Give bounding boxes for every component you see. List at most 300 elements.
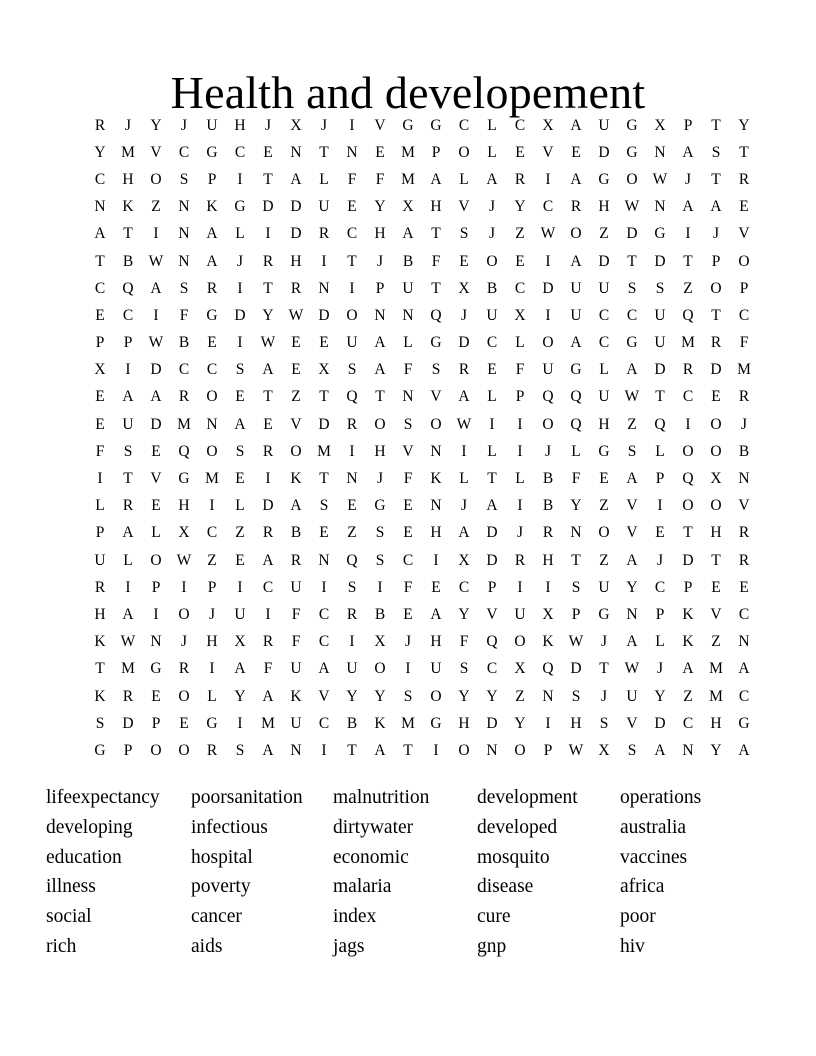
puzzle-grid-cell[interactable]: O (374, 660, 386, 678)
puzzle-grid-cell[interactable]: L (655, 442, 665, 460)
puzzle-grid-cell[interactable]: A (710, 198, 722, 216)
puzzle-grid-cell[interactable]: T (95, 660, 105, 678)
puzzle-grid-cell[interactable]: W (148, 252, 164, 270)
puzzle-grid-cell[interactable]: O (150, 551, 162, 569)
puzzle-grid-cell[interactable]: D (654, 252, 666, 270)
puzzle-grid-cell[interactable]: K (374, 714, 386, 732)
puzzle-grid-cell[interactable]: I (237, 578, 243, 596)
puzzle-grid-cell[interactable]: G (430, 116, 442, 134)
puzzle-grid-cell[interactable]: W (120, 633, 136, 651)
puzzle-grid-cell[interactable]: C (318, 633, 330, 651)
puzzle-grid-cell[interactable]: P (487, 578, 497, 596)
puzzle-grid-cell[interactable]: J (460, 306, 468, 324)
puzzle-grid-cell[interactable]: L (487, 143, 497, 161)
puzzle-grid-cell[interactable]: D (626, 225, 638, 243)
puzzle-grid-cell[interactable]: L (515, 470, 525, 488)
puzzle-grid-cell[interactable]: Y (94, 143, 106, 161)
puzzle-grid-cell[interactable]: J (488, 225, 496, 243)
puzzle-grid-cell[interactable]: A (122, 388, 134, 406)
puzzle-grid-cell[interactable]: R (738, 170, 750, 188)
puzzle-grid-cell[interactable]: V (738, 497, 750, 515)
puzzle-grid-cell[interactable]: D (598, 252, 610, 270)
puzzle-grid-cell[interactable]: I (545, 170, 551, 188)
puzzle-grid-cell[interactable]: I (545, 252, 551, 270)
puzzle-grid-cell[interactable]: G (626, 334, 638, 352)
puzzle-grid-cell[interactable]: I (517, 578, 523, 596)
puzzle-grid-cell[interactable]: G (374, 497, 386, 515)
puzzle-grid-cell[interactable]: C (206, 524, 218, 542)
puzzle-grid-cell[interactable]: F (403, 470, 413, 488)
puzzle-grid-cell[interactable]: O (458, 143, 470, 161)
puzzle-grid-cell[interactable]: O (710, 442, 722, 460)
puzzle-grid-cell[interactable]: D (318, 415, 330, 433)
puzzle-grid-cell[interactable]: G (150, 660, 162, 678)
puzzle-grid-cell[interactable]: P (375, 279, 385, 297)
puzzle-grid-cell[interactable]: D (150, 415, 162, 433)
puzzle-grid-cell[interactable]: B (738, 442, 750, 460)
puzzle-grid-cell[interactable]: M (737, 361, 751, 379)
puzzle-grid-cell[interactable]: N (94, 198, 106, 216)
puzzle-grid-cell[interactable]: E (95, 415, 105, 433)
puzzle-grid-cell[interactable]: I (349, 633, 355, 651)
puzzle-grid-cell[interactable]: B (402, 252, 414, 270)
puzzle-grid-cell[interactable]: H (598, 415, 610, 433)
puzzle-grid-cell[interactable]: J (600, 633, 608, 651)
word-list-item[interactable]: africa (620, 876, 665, 898)
puzzle-grid-cell[interactable]: I (405, 660, 411, 678)
puzzle-grid-cell[interactable]: W (624, 198, 640, 216)
puzzle-grid-cell[interactable]: G (430, 334, 442, 352)
puzzle-grid-cell[interactable]: T (627, 252, 637, 270)
puzzle-grid-cell[interactable]: I (545, 714, 551, 732)
puzzle-grid-cell[interactable]: R (514, 551, 526, 569)
puzzle-grid-cell[interactable]: T (711, 116, 721, 134)
puzzle-grid-cell[interactable]: S (319, 497, 329, 515)
word-list-item[interactable]: operations (620, 787, 702, 808)
puzzle-grid-cell[interactable]: C (738, 605, 750, 623)
puzzle-grid-cell[interactable]: X (234, 633, 246, 651)
puzzle-grid-cell[interactable]: H (234, 116, 246, 134)
puzzle-grid-cell[interactable]: J (264, 116, 272, 134)
puzzle-grid-cell[interactable]: B (542, 497, 554, 515)
puzzle-grid-cell[interactable]: X (710, 470, 722, 488)
word-list-item[interactable]: disease (477, 876, 534, 898)
puzzle-grid-cell[interactable]: I (545, 306, 551, 324)
puzzle-grid-cell[interactable]: I (237, 279, 243, 297)
puzzle-grid-cell[interactable]: F (515, 361, 525, 379)
puzzle-grid-cell[interactable]: H (710, 714, 722, 732)
puzzle-grid-cell[interactable]: E (151, 687, 161, 705)
word-list-item[interactable]: gnp (477, 935, 507, 957)
puzzle-grid-cell[interactable]: S (403, 415, 413, 433)
puzzle-grid-cell[interactable]: A (570, 116, 582, 134)
puzzle-grid-cell[interactable]: A (290, 497, 302, 515)
puzzle-grid-cell[interactable]: R (94, 116, 106, 134)
puzzle-grid-cell[interactable]: B (346, 714, 358, 732)
puzzle-grid-cell[interactable]: A (150, 388, 162, 406)
puzzle-grid-cell[interactable]: H (206, 633, 218, 651)
puzzle-grid-cell[interactable]: J (180, 633, 188, 651)
puzzle-grid-cell[interactable]: J (180, 116, 188, 134)
puzzle-grid-cell[interactable]: O (542, 415, 554, 433)
puzzle-grid-cell[interactable]: E (431, 578, 441, 596)
puzzle-grid-cell[interactable]: F (95, 442, 105, 460)
puzzle-grid-cell[interactable]: S (235, 741, 245, 759)
puzzle-grid-cell[interactable]: N (542, 687, 554, 705)
puzzle-grid-cell[interactable]: Z (515, 687, 525, 705)
puzzle-grid-cell[interactable]: R (738, 551, 750, 569)
puzzle-grid-cell[interactable]: A (206, 225, 218, 243)
puzzle-grid-cell[interactable]: P (207, 170, 217, 188)
puzzle-grid-cell[interactable]: G (738, 714, 750, 732)
puzzle-grid-cell[interactable]: N (374, 306, 386, 324)
puzzle-grid-cell[interactable]: Y (710, 741, 722, 759)
puzzle-grid-cell[interactable]: F (571, 470, 581, 488)
puzzle-grid-cell[interactable]: X (542, 116, 554, 134)
puzzle-grid-cell[interactable]: M (681, 334, 695, 352)
puzzle-grid-cell[interactable]: X (542, 605, 554, 623)
puzzle-grid-cell[interactable]: U (318, 198, 330, 216)
puzzle-grid-cell[interactable]: D (486, 524, 498, 542)
puzzle-grid-cell[interactable]: V (626, 524, 638, 542)
puzzle-grid-cell[interactable]: O (710, 415, 722, 433)
puzzle-grid-cell[interactable]: F (375, 170, 385, 188)
puzzle-grid-cell[interactable]: Z (515, 225, 525, 243)
puzzle-grid-cell[interactable]: Y (458, 687, 470, 705)
puzzle-grid-cell[interactable]: J (544, 442, 552, 460)
puzzle-grid-cell[interactable]: T (683, 524, 693, 542)
puzzle-grid-cell[interactable]: P (683, 578, 693, 596)
puzzle-grid-cell[interactable]: R (346, 415, 358, 433)
puzzle-grid-cell[interactable]: M (317, 442, 331, 460)
puzzle-grid-cell[interactable]: E (515, 252, 525, 270)
puzzle-grid-cell[interactable]: Z (291, 388, 301, 406)
puzzle-grid-cell[interactable]: L (459, 170, 469, 188)
puzzle-grid-cell[interactable]: R (682, 361, 694, 379)
puzzle-grid-cell[interactable]: U (486, 306, 498, 324)
puzzle-grid-cell[interactable]: A (374, 741, 386, 759)
puzzle-grid-cell[interactable]: Y (262, 306, 274, 324)
puzzle-grid-cell[interactable]: P (543, 741, 553, 759)
word-list-item[interactable]: illness (46, 876, 96, 898)
puzzle-grid-cell[interactable]: A (374, 334, 386, 352)
puzzle-grid-cell[interactable]: O (710, 497, 722, 515)
puzzle-grid-cell[interactable]: S (375, 551, 385, 569)
puzzle-grid-cell[interactable]: U (122, 415, 134, 433)
puzzle-grid-cell[interactable]: J (600, 687, 608, 705)
puzzle-grid-cell[interactable]: I (517, 497, 523, 515)
puzzle-grid-cell[interactable]: U (94, 551, 106, 569)
puzzle-grid-cell[interactable]: A (486, 497, 498, 515)
puzzle-grid-cell[interactable]: R (290, 279, 302, 297)
puzzle-grid-cell[interactable]: P (739, 279, 749, 297)
puzzle-grid-cell[interactable]: B (542, 470, 554, 488)
puzzle-grid-cell[interactable]: I (209, 497, 215, 515)
puzzle-grid-cell[interactable]: I (545, 578, 551, 596)
word-list-item[interactable]: developing (46, 816, 133, 838)
puzzle-grid-cell[interactable]: J (320, 116, 328, 134)
puzzle-grid-cell[interactable]: Y (626, 578, 638, 596)
puzzle-grid-cell[interactable]: N (626, 605, 638, 623)
word-list-item[interactable]: poor (620, 906, 656, 928)
puzzle-grid-cell[interactable]: P (151, 714, 161, 732)
puzzle-grid-cell[interactable]: U (290, 660, 302, 678)
puzzle-grid-cell[interactable]: C (598, 334, 610, 352)
puzzle-grid-cell[interactable]: T (263, 170, 273, 188)
puzzle-grid-cell[interactable]: E (711, 388, 721, 406)
puzzle-grid-cell[interactable]: U (654, 306, 666, 324)
puzzle-grid-cell[interactable]: E (403, 524, 413, 542)
puzzle-grid-cell[interactable]: S (179, 170, 189, 188)
puzzle-grid-cell[interactable]: F (739, 334, 749, 352)
puzzle-grid-cell[interactable]: C (178, 361, 190, 379)
puzzle-grid-cell[interactable]: A (626, 361, 638, 379)
puzzle-grid-cell[interactable]: A (458, 524, 470, 542)
puzzle-grid-cell[interactable]: Q (682, 470, 694, 488)
puzzle-grid-cell[interactable]: P (571, 605, 581, 623)
puzzle-grid-cell[interactable]: H (430, 524, 442, 542)
puzzle-grid-cell[interactable]: Q (570, 388, 582, 406)
puzzle-grid-cell[interactable]: F (347, 170, 357, 188)
word-list-item[interactable]: malnutrition (333, 787, 430, 808)
puzzle-grid-cell[interactable]: D (262, 198, 274, 216)
puzzle-grid-cell[interactable]: J (656, 551, 664, 569)
puzzle-grid-cell[interactable]: S (235, 361, 245, 379)
puzzle-grid-cell[interactable]: K (682, 605, 694, 623)
puzzle-grid-cell[interactable]: I (685, 225, 691, 243)
puzzle-grid-cell[interactable]: F (459, 633, 469, 651)
puzzle-grid-cell[interactable]: F (179, 306, 189, 324)
word-list-item[interactable]: mosquito (477, 846, 550, 868)
puzzle-grid-cell[interactable]: Y (150, 116, 162, 134)
puzzle-grid-cell[interactable]: R (178, 660, 190, 678)
puzzle-grid-cell[interactable]: T (403, 741, 413, 759)
puzzle-grid-cell[interactable]: D (262, 497, 274, 515)
puzzle-grid-cell[interactable]: W (624, 660, 640, 678)
puzzle-grid-cell[interactable]: C (94, 279, 106, 297)
puzzle-grid-cell[interactable]: I (321, 578, 327, 596)
puzzle-grid-cell[interactable]: O (598, 524, 610, 542)
puzzle-grid-cell[interactable]: R (178, 388, 190, 406)
puzzle-grid-cell[interactable]: P (123, 741, 133, 759)
puzzle-grid-cell[interactable]: U (598, 578, 610, 596)
puzzle-grid-cell[interactable]: U (402, 279, 414, 297)
puzzle-grid-cell[interactable]: R (262, 442, 274, 460)
puzzle-grid-cell[interactable]: Z (347, 524, 357, 542)
puzzle-grid-cell[interactable]: L (235, 497, 245, 515)
puzzle-grid-cell[interactable]: L (235, 225, 245, 243)
puzzle-grid-cell[interactable]: L (403, 334, 413, 352)
puzzle-grid-cell[interactable]: N (654, 198, 666, 216)
puzzle-grid-cell[interactable]: V (542, 143, 554, 161)
puzzle-grid-cell[interactable]: K (290, 687, 302, 705)
puzzle-grid-cell[interactable]: I (657, 497, 663, 515)
word-list-item[interactable]: hiv (620, 935, 645, 957)
puzzle-grid-cell[interactable]: O (710, 279, 722, 297)
puzzle-grid-cell[interactable]: R (122, 497, 134, 515)
puzzle-grid-cell[interactable]: E (319, 524, 329, 542)
word-list-item[interactable]: poorsanitation (191, 787, 303, 808)
puzzle-grid-cell[interactable]: S (459, 660, 469, 678)
puzzle-grid-cell[interactable]: N (290, 143, 302, 161)
puzzle-grid-cell[interactable]: W (176, 551, 192, 569)
puzzle-grid-cell[interactable]: N (178, 198, 190, 216)
puzzle-grid-cell[interactable]: C (738, 687, 750, 705)
puzzle-grid-cell[interactable]: R (262, 633, 274, 651)
puzzle-grid-cell[interactable]: O (346, 306, 358, 324)
puzzle-grid-cell[interactable]: L (487, 388, 497, 406)
word-list-item[interactable]: development (477, 787, 578, 808)
puzzle-grid-cell[interactable]: I (349, 116, 355, 134)
puzzle-grid-cell[interactable]: O (206, 388, 218, 406)
puzzle-grid-cell[interactable]: L (123, 551, 133, 569)
puzzle-grid-cell[interactable]: Q (346, 388, 358, 406)
puzzle-grid-cell[interactable]: O (570, 225, 582, 243)
puzzle-grid-cell[interactable]: N (654, 143, 666, 161)
puzzle-grid-cell[interactable]: C (738, 306, 750, 324)
puzzle-grid-cell[interactable]: G (178, 470, 190, 488)
word-list-item[interactable]: jags (333, 935, 365, 957)
puzzle-grid-cell[interactable]: C (542, 198, 554, 216)
puzzle-grid-cell[interactable]: G (430, 714, 442, 732)
puzzle-grid-cell[interactable]: E (179, 714, 189, 732)
puzzle-grid-cell[interactable]: W (568, 741, 584, 759)
puzzle-grid-cell[interactable]: F (403, 361, 413, 379)
word-list-item[interactable]: vaccines (620, 846, 688, 868)
puzzle-grid-cell[interactable]: S (627, 741, 637, 759)
puzzle-grid-cell[interactable]: W (148, 334, 164, 352)
puzzle-grid-cell[interactable]: A (682, 143, 694, 161)
puzzle-grid-cell[interactable]: A (570, 334, 582, 352)
puzzle-grid-cell[interactable]: Z (207, 551, 217, 569)
puzzle-grid-cell[interactable]: I (153, 605, 159, 623)
puzzle-grid-cell[interactable]: U (346, 660, 358, 678)
puzzle-grid-cell[interactable]: W (260, 334, 276, 352)
puzzle-grid-cell[interactable]: Q (122, 279, 134, 297)
puzzle-grid-cell[interactable]: T (319, 470, 329, 488)
puzzle-grid-cell[interactable]: O (178, 605, 190, 623)
puzzle-grid-cell[interactable]: E (319, 334, 329, 352)
puzzle-grid-cell[interactable]: T (711, 170, 721, 188)
word-list-item[interactable]: developed (477, 816, 558, 838)
puzzle-grid-cell[interactable]: E (403, 605, 413, 623)
puzzle-grid-cell[interactable]: T (95, 252, 105, 270)
puzzle-grid-cell[interactable]: Y (514, 198, 526, 216)
puzzle-grid-cell[interactable]: X (598, 741, 610, 759)
puzzle-grid-cell[interactable]: O (514, 633, 526, 651)
puzzle-grid-cell[interactable]: U (542, 361, 554, 379)
puzzle-grid-cell[interactable]: C (94, 170, 106, 188)
puzzle-grid-cell[interactable]: V (150, 470, 162, 488)
puzzle-grid-cell[interactable]: L (95, 497, 105, 515)
puzzle-grid-cell[interactable]: Q (346, 551, 358, 569)
puzzle-grid-cell[interactable]: S (375, 524, 385, 542)
puzzle-grid-cell[interactable]: B (122, 252, 134, 270)
puzzle-grid-cell[interactable]: T (683, 252, 693, 270)
puzzle-grid-cell[interactable]: S (599, 714, 609, 732)
puzzle-grid-cell[interactable]: P (711, 252, 721, 270)
puzzle-grid-cell[interactable]: C (486, 334, 498, 352)
puzzle-grid-cell[interactable]: I (321, 741, 327, 759)
puzzle-grid-cell[interactable]: P (655, 605, 665, 623)
puzzle-grid-cell[interactable]: C (458, 578, 470, 596)
puzzle-grid-cell[interactable]: N (486, 741, 498, 759)
puzzle-grid-cell[interactable]: I (181, 578, 187, 596)
puzzle-grid-cell[interactable]: T (319, 388, 329, 406)
puzzle-grid-cell[interactable]: U (290, 714, 302, 732)
puzzle-grid-cell[interactable]: A (122, 605, 134, 623)
puzzle-grid-cell[interactable]: M (261, 714, 275, 732)
puzzle-grid-cell[interactable]: D (654, 714, 666, 732)
puzzle-grid-cell[interactable]: C (626, 306, 638, 324)
puzzle-grid-cell[interactable]: L (151, 524, 161, 542)
puzzle-grid-cell[interactable]: U (290, 578, 302, 596)
puzzle-grid-cell[interactable]: S (571, 578, 581, 596)
puzzle-grid-cell[interactable]: V (150, 143, 162, 161)
puzzle-grid-cell[interactable]: T (655, 388, 665, 406)
puzzle-grid-cell[interactable]: S (711, 143, 721, 161)
puzzle-grid-cell[interactable]: E (655, 524, 665, 542)
puzzle-grid-cell[interactable]: P (655, 470, 665, 488)
puzzle-grid-cell[interactable]: E (291, 361, 301, 379)
puzzle-grid-cell[interactable]: G (402, 116, 414, 134)
puzzle-grid-cell[interactable]: Z (235, 524, 245, 542)
puzzle-grid-cell[interactable]: Q (542, 388, 554, 406)
puzzle-grid-cell[interactable]: A (570, 252, 582, 270)
puzzle-grid-cell[interactable]: X (458, 551, 470, 569)
puzzle-grid-cell[interactable]: J (712, 225, 720, 243)
puzzle-grid-cell[interactable]: A (486, 170, 498, 188)
puzzle-grid-cell[interactable]: C (262, 578, 274, 596)
puzzle-grid-cell[interactable]: U (598, 388, 610, 406)
word-list-item[interactable]: economic (333, 846, 409, 868)
puzzle-grid-cell[interactable]: U (598, 279, 610, 297)
puzzle-grid-cell[interactable]: Z (599, 225, 609, 243)
puzzle-grid-cell[interactable]: T (123, 225, 133, 243)
puzzle-grid-cell[interactable]: O (486, 252, 498, 270)
puzzle-grid-cell[interactable]: M (709, 660, 723, 678)
puzzle-grid-cell[interactable]: V (738, 225, 750, 243)
puzzle-grid-cell[interactable]: U (570, 306, 582, 324)
puzzle-grid-cell[interactable]: N (430, 497, 442, 515)
puzzle-grid-cell[interactable]: D (290, 225, 302, 243)
puzzle-grid-cell[interactable]: J (236, 252, 244, 270)
puzzle-grid-cell[interactable]: U (430, 660, 442, 678)
puzzle-grid-cell[interactable]: I (237, 170, 243, 188)
puzzle-grid-cell[interactable]: R (738, 524, 750, 542)
puzzle-grid-cell[interactable]: S (655, 279, 665, 297)
puzzle-grid-cell[interactable]: P (515, 388, 525, 406)
puzzle-grid-cell[interactable]: H (94, 605, 106, 623)
puzzle-grid-cell[interactable]: N (570, 524, 582, 542)
puzzle-grid-cell[interactable]: D (234, 306, 246, 324)
word-list-item[interactable]: hospital (191, 846, 253, 868)
puzzle-grid-cell[interactable]: S (123, 442, 133, 460)
puzzle-grid-cell[interactable]: J (208, 605, 216, 623)
puzzle-grid-cell[interactable]: P (151, 578, 161, 596)
puzzle-grid-cell[interactable]: H (710, 524, 722, 542)
puzzle-grid-cell[interactable]: C (486, 660, 498, 678)
puzzle-grid-cell[interactable]: N (150, 633, 162, 651)
puzzle-grid-cell[interactable]: O (430, 687, 442, 705)
puzzle-grid-cell[interactable]: R (122, 687, 134, 705)
puzzle-grid-cell[interactable]: U (570, 279, 582, 297)
puzzle-grid-cell[interactable]: X (290, 116, 302, 134)
puzzle-grid-cell[interactable]: Z (683, 279, 693, 297)
puzzle-grid-cell[interactable]: C (402, 551, 414, 569)
puzzle-grid-cell[interactable]: Y (738, 116, 750, 134)
puzzle-grid-cell[interactable]: W (456, 415, 472, 433)
